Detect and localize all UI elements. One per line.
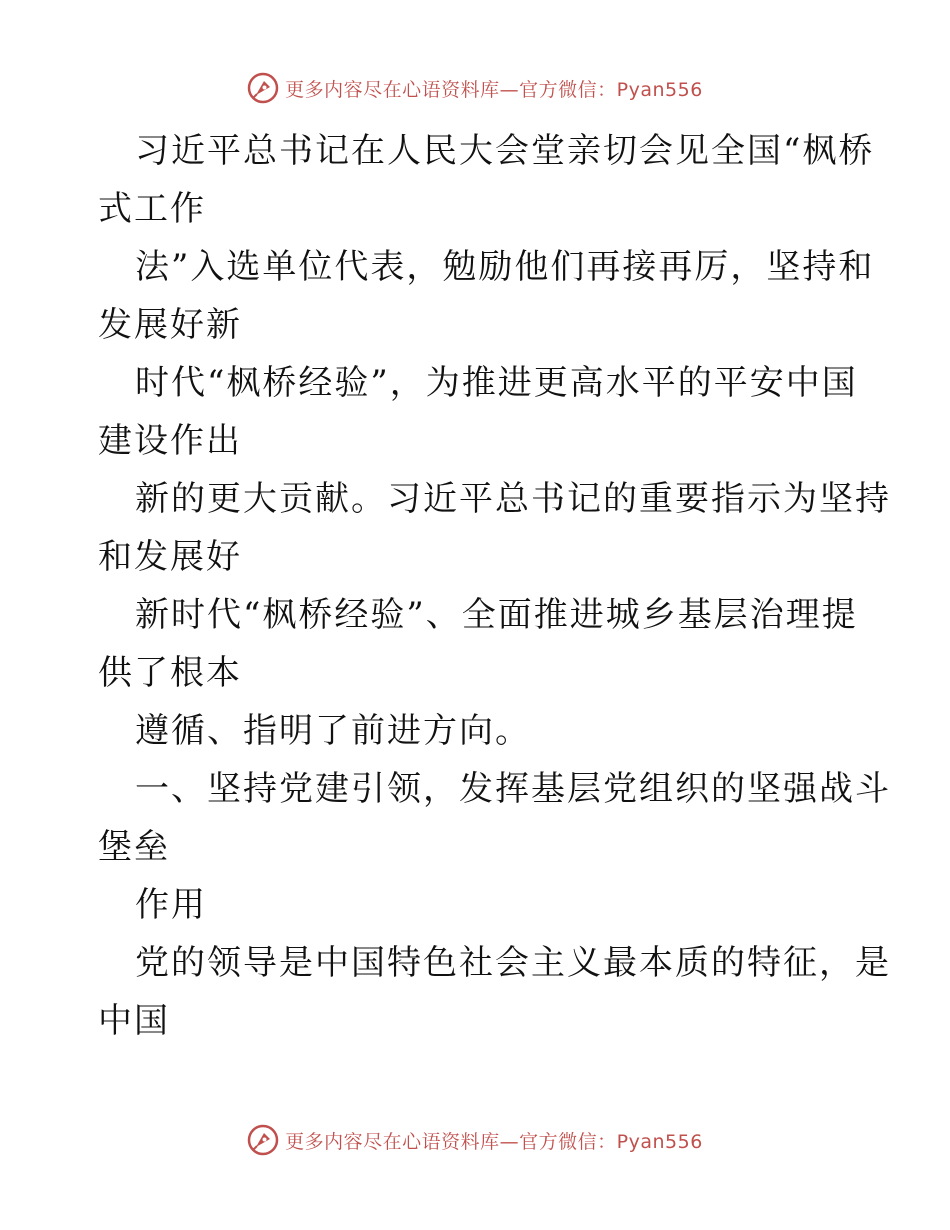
fountain-pen-nib-icon [247, 1124, 279, 1156]
text-line: 一、坚持党建引领，发挥基层党组织的坚强战斗 [135, 769, 891, 809]
text-line: 时代“枫桥经验”，为推进更高水平的平安中国 [135, 363, 858, 403]
header-watermark [0, 72, 950, 104]
text-line: 法”入选单位代表，勉励他们再接再厉，坚持和 [135, 247, 875, 287]
watermark-text: 更多内容尽在心语资料库—官方微信：Pyan556 [285, 1130, 703, 1153]
text-line: 习近平总书记在人民大会堂亲切会见全国“枫桥 [135, 131, 875, 171]
text-line: 式工作 [98, 189, 206, 229]
text-line: 党的领导是中国特色社会主义最本质的特征，是 [135, 943, 891, 983]
text-line: 发展好新 [98, 305, 242, 345]
text-line: 作用 [135, 885, 207, 925]
footer-watermark [0, 1124, 950, 1156]
text-line: 堡垒 [98, 827, 170, 867]
text-line: 和发展好 [98, 537, 242, 577]
fountain-pen-nib-icon [247, 72, 279, 104]
document-body [98, 122, 891, 1050]
text-line: 供了根本 [98, 653, 242, 693]
text-line: 建设作出 [98, 421, 242, 461]
text-line: 中国 [98, 1001, 170, 1041]
watermark-text: 更多内容尽在心语资料库—官方微信：Pyan556 [285, 78, 703, 101]
text-line: 新的更大贡献。习近平总书记的重要指示为坚持 [135, 479, 891, 519]
text-line: 遵循、指明了前进方向。 [135, 711, 531, 751]
text-line: 新时代“枫桥经验”、全面推进城乡基层治理提 [135, 595, 858, 635]
